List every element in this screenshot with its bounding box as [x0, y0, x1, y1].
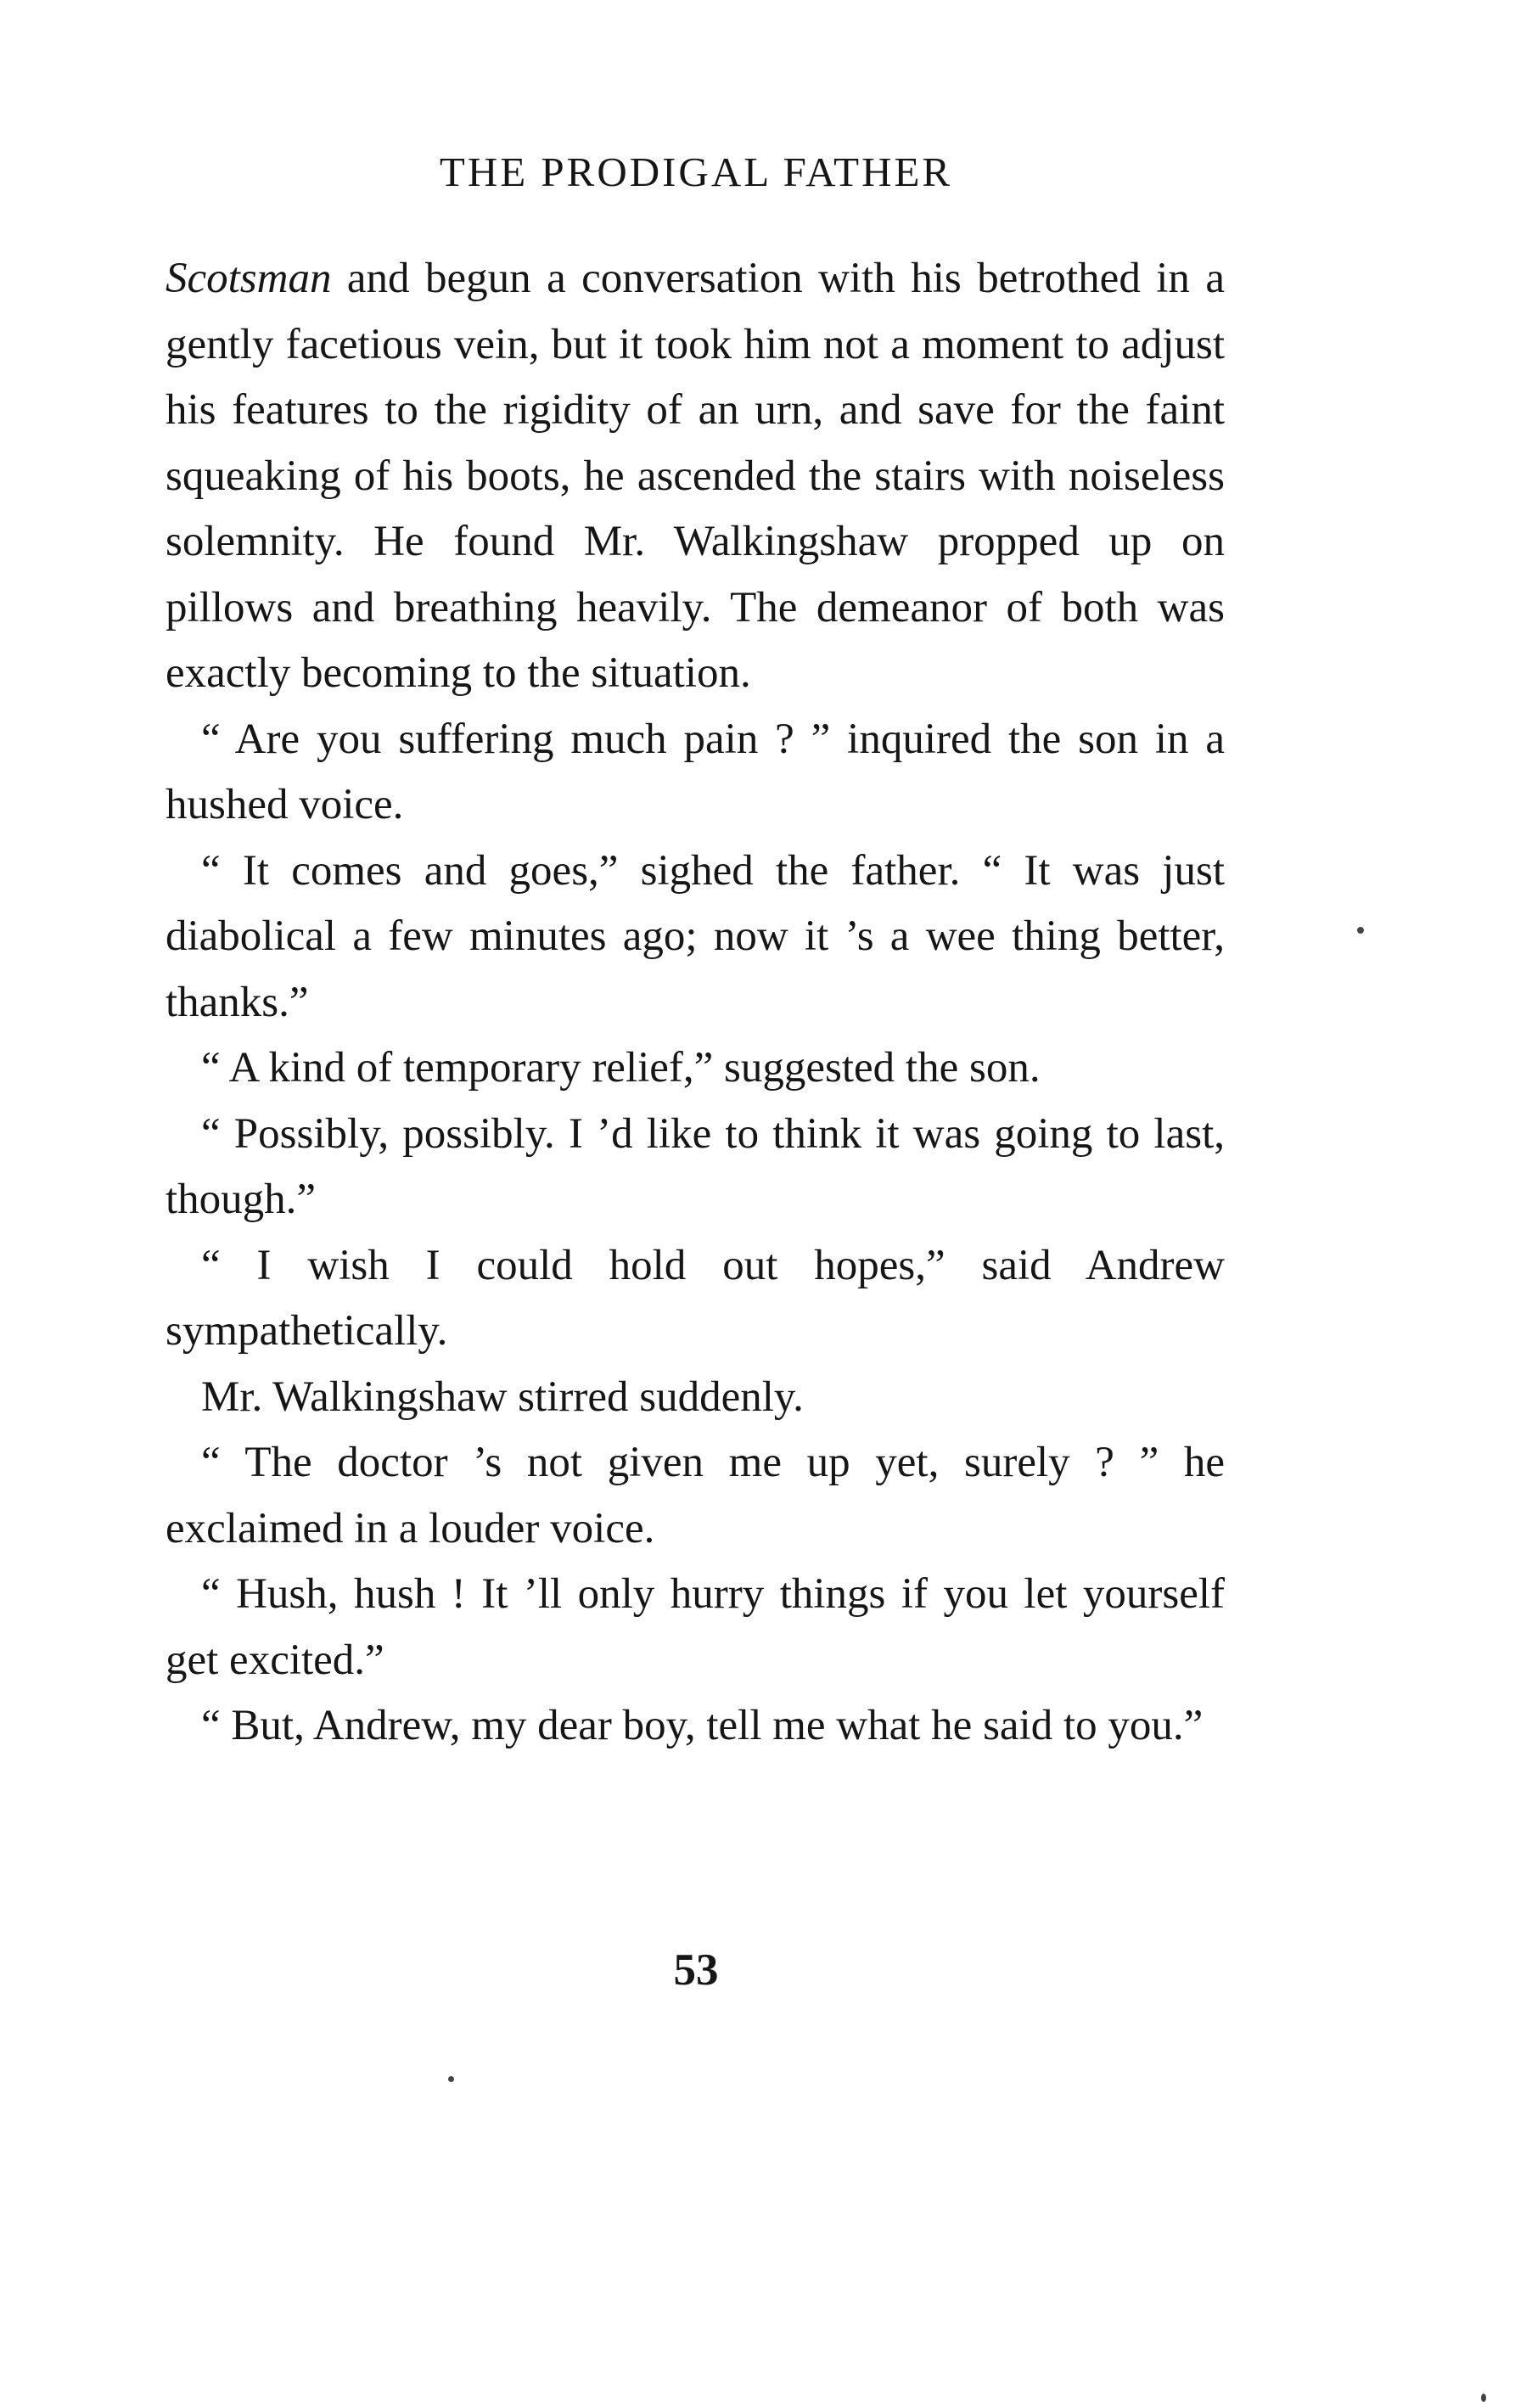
italic-word: Scotsman: [166, 255, 332, 302]
paragraph: “ The doctor ’s not given me up yet, surely ? ” he exclaimed in a louder voice.: [166, 1439, 1225, 1552]
paragraph-continued: [166, 246, 1225, 707]
scan-speck: [1481, 2394, 1486, 2402]
paragraph-text: and begun a conversation with his betrothed in a gently facetious vein, but it took him not a moment to adjust his features to the rigidity of an urn, and save for the faint squeaking of his boots, he ascended the stairs with noiseless solemnity. He found Mr. Walkingshaw propped up on pillows and breathing heavily. The demeanor of both was exactly becoming to the situation.: [166, 255, 1225, 697]
running-title: THE PRODIGAL FATHER: [439, 149, 953, 195]
paragraph: “ Possibly, possibly. I ’d like to think it was going to last, though.”: [166, 1109, 1225, 1223]
paragraph: “ But, Andrew, my dear boy, tell me what he said to you.”: [201, 1702, 1204, 1749]
paragraph: “ I wish I could hold out hopes,” said Andrew sympathetically.: [166, 1241, 1225, 1355]
paragraph: Mr. Walkingshaw stirred suddenly.: [201, 1372, 804, 1421]
scan-speck: [448, 2076, 454, 2082]
paragraph: “ A kind of temporary relief,” suggested the son.: [201, 1044, 1041, 1092]
page-body-text: [166, 246, 1225, 1760]
paragraph: “ Are you suffering much pain ? ” inquired the son in a hushed voice.: [166, 715, 1225, 828]
paragraph: “ Hush, hush ! It ’ll only hurry things if you let yourself get excited.”: [166, 1570, 1225, 1684]
paragraph: “ It comes and goes,” sighed the father. “ It was just diabolical a few minutes ago; now it ’s a wee thing better, thanks.”: [166, 846, 1225, 1026]
scan-speck: [1357, 927, 1364, 934]
page-number: 53: [673, 1945, 719, 1995]
